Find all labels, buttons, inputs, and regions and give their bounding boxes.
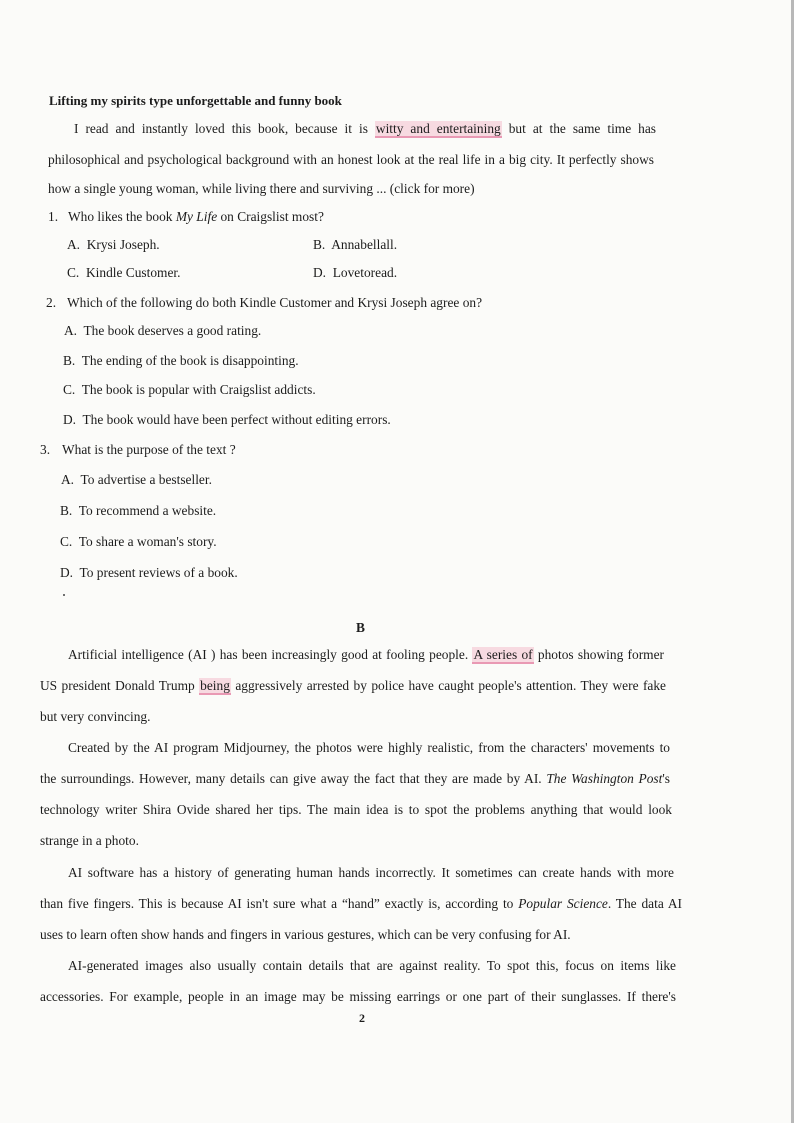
passage-text: . The data AI bbox=[607, 896, 682, 911]
passage-b-line: AI-generated images also usually contain details that are against reality. To spot this, focus on items like bbox=[68, 958, 676, 973]
option-letter: C. bbox=[60, 534, 73, 549]
option-text: To present reviews of a book. bbox=[79, 565, 238, 580]
question-1-option-a[interactable] bbox=[67, 236, 160, 254]
option-text: The book is popular with Craigslist addicts. bbox=[81, 382, 316, 397]
option-text: The ending of the book is disappointing. bbox=[81, 353, 299, 368]
question-3-stem: What is the purpose of the text ? bbox=[62, 442, 236, 457]
question-number: 2. bbox=[46, 295, 57, 310]
question-3-option-b[interactable] bbox=[60, 502, 216, 520]
option-text: Lovetoread. bbox=[332, 265, 398, 280]
passage-b-line: uses to learn often show hands and fingers in various gestures, which can be very confusing for AI. bbox=[40, 927, 571, 942]
page-number: 2 bbox=[359, 1011, 365, 1025]
option-text: Annabellall. bbox=[331, 237, 398, 252]
question-number: 1. bbox=[48, 209, 59, 224]
passage-text: than five fingers. This is because AI isn't sure what a “hand” exactly is, according to bbox=[40, 896, 519, 911]
book-title: My Life bbox=[175, 209, 218, 224]
passage-b-line: Created by the AI program Midjourney, the photos were highly realistic, from the characters' movements to bbox=[68, 740, 670, 755]
passage-text: photos showing former bbox=[533, 647, 664, 662]
option-letter: D. bbox=[60, 565, 74, 580]
review-line-1 bbox=[74, 120, 656, 138]
question-2-option-c[interactable] bbox=[63, 381, 316, 399]
stem-text: Who likes the book bbox=[68, 209, 176, 224]
option-letter: A. bbox=[64, 323, 78, 338]
question-2-option-a[interactable] bbox=[64, 322, 261, 340]
question-2-option-d[interactable] bbox=[63, 411, 391, 429]
question-1-option-c[interactable] bbox=[67, 264, 180, 282]
question-3-option-a[interactable] bbox=[61, 471, 212, 489]
passage-b-line: technology writer Shira Ovide shared her tips. The main idea is to spot the problems anything that would look bbox=[40, 802, 672, 817]
passage-text: the surroundings. However, many details can give away the fact that they are made by AI. bbox=[40, 771, 547, 786]
review-line-2: philosophical and psychological background with an honest look at the real life in a big city. It perfectly shows bbox=[48, 152, 654, 167]
review-text: but at the same time has bbox=[501, 121, 656, 136]
question-number: 3. bbox=[40, 442, 51, 457]
review-line-3: how a single young woman, while living there and surviving ... (click for more) bbox=[48, 181, 475, 196]
option-letter: D. bbox=[313, 265, 327, 280]
option-letter: B. bbox=[313, 237, 326, 252]
question-2-option-b[interactable] bbox=[63, 352, 299, 370]
passage-text: US president Donald Trump bbox=[40, 678, 200, 693]
question-1-option-d[interactable] bbox=[313, 264, 397, 282]
passage-b-line bbox=[40, 770, 670, 788]
option-text: To share a woman's story. bbox=[78, 534, 217, 549]
option-letter: B. bbox=[60, 503, 73, 518]
option-text: To recommend a website. bbox=[78, 503, 217, 518]
question-3-option-c[interactable] bbox=[60, 533, 217, 551]
option-letter: A. bbox=[67, 237, 81, 252]
question-1-option-b[interactable] bbox=[313, 236, 397, 254]
passage-text: 's bbox=[662, 771, 670, 786]
section-heading: B bbox=[356, 620, 365, 635]
option-text: Kindle Customer. bbox=[85, 265, 181, 280]
option-letter: C. bbox=[67, 265, 80, 280]
passage-b-line: accessories. For example, people in an image may be missing earrings or one part of their sunglasses. If there's bbox=[40, 989, 676, 1004]
option-letter: D. bbox=[63, 412, 77, 427]
question-2-stem: Which of the following do both Kindle Customer and Krysi Joseph agree on? bbox=[67, 295, 483, 310]
publication-name: The Washington Post bbox=[546, 771, 663, 786]
option-letter: A. bbox=[61, 472, 75, 487]
passage-b-line: AI software has a history of generating human hands incorrectly. It sometimes can create hands with more bbox=[68, 865, 674, 880]
highlight-mark: being bbox=[200, 678, 230, 693]
highlight-mark: A series of bbox=[473, 647, 533, 662]
passage-b-line bbox=[68, 646, 664, 664]
stem-text: on Craigslist most? bbox=[217, 209, 324, 224]
passage-b-line: strange in a photo. bbox=[40, 833, 139, 848]
option-letter: B. bbox=[63, 353, 76, 368]
option-text: Krysi Joseph. bbox=[86, 237, 160, 252]
option-letter: C. bbox=[63, 382, 76, 397]
passage-b-line: but very convincing. bbox=[40, 709, 151, 724]
passage-text: Artificial intelligence (AI ) has been increasingly good at fooling people. bbox=[68, 647, 473, 662]
review-text: I read and instantly loved this book, because it is bbox=[74, 121, 375, 136]
option-text: To advertise a bestseller. bbox=[80, 472, 212, 487]
option-text: The book deserves a good rating. bbox=[83, 323, 262, 338]
review-title: Lifting my spirits type unforgettable and funny book bbox=[49, 93, 342, 108]
passage-b-line bbox=[40, 677, 666, 695]
highlight-mark: witty and entertaining bbox=[375, 121, 501, 136]
question-1-stem bbox=[68, 208, 324, 226]
question-3-option-d[interactable] bbox=[60, 564, 238, 582]
option-text: The book would have been perfect without editing errors. bbox=[82, 412, 391, 427]
passage-b-line bbox=[40, 895, 682, 913]
passage-text: aggressively arrested by police have caught people's attention. They were fake bbox=[230, 678, 667, 693]
publication-name: Popular Science bbox=[518, 896, 608, 911]
scan-speck bbox=[63, 594, 65, 596]
